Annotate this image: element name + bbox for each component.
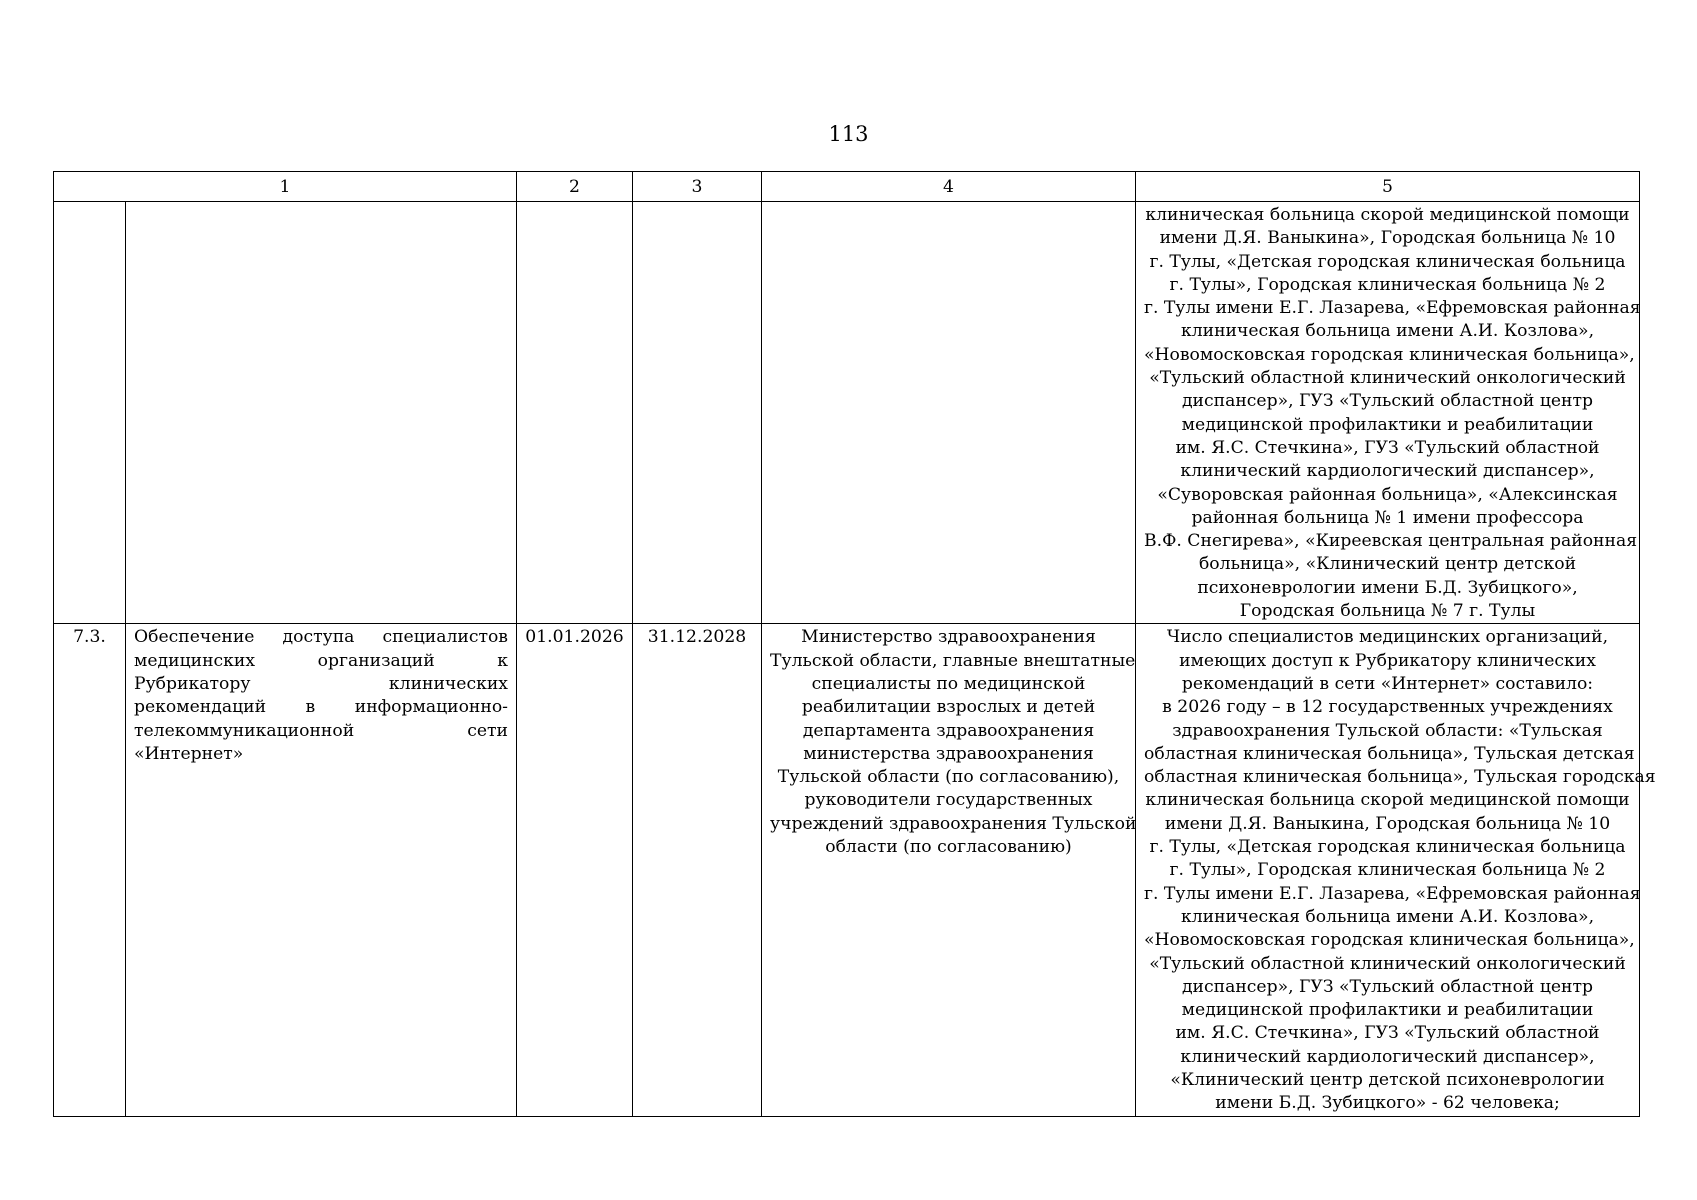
- result-line: Число специалистов медицинских организаций,: [1166, 627, 1609, 648]
- cell-responsible: [762, 624, 1136, 1116]
- result-line: клинический кардиологический диспансер»,: [1180, 461, 1595, 482]
- page-number: 113: [828, 122, 869, 146]
- result-line: «Новомосковская городская клиническая больница»,: [1144, 344, 1635, 365]
- responsible-line: Тульской области (по согласованию),: [777, 767, 1120, 788]
- column-header-2: 2: [517, 172, 633, 202]
- result-line: г. Тулы имени Е.Г. Лазарева, «Ефремовская районная: [1144, 883, 1641, 904]
- responsible-line: области (по согласованию): [825, 837, 1072, 858]
- column-header-1: 1: [54, 172, 517, 202]
- result-line: г. Тулы», Городская клиническая больница № 2: [1169, 274, 1606, 295]
- result-line: «Суворовская районная больница», «Алексинская: [1157, 484, 1618, 505]
- result-line: клиническая больница скорой медицинской помощи: [1145, 205, 1630, 225]
- column-header-5: 5: [1136, 172, 1640, 202]
- result-line: диспансер», ГУЗ «Тульский областной центр: [1181, 391, 1594, 412]
- cell-start-empty: [517, 202, 633, 624]
- cell-name: Обеспечение доступа специалистов медицинских организаций к Рубрикатору клинических рекомендаций в информационно-телекоммуникационной сети «Интернет»: [126, 624, 517, 1116]
- result-line: «Тульский областной клинический онкологический: [1149, 953, 1626, 974]
- result-line: г. Тулы имени Е.Г. Лазарева, «Ефремовская районная: [1144, 298, 1641, 319]
- result-line: рекомендаций в сети «Интернет» составило:: [1181, 673, 1594, 694]
- result-line: клинический кардиологический диспансер»,: [1180, 1046, 1595, 1067]
- responsible-line: Тульской области, главные внештатные: [770, 650, 1136, 671]
- result-line: больница», «Клинический центр детской: [1198, 554, 1577, 575]
- result-line: «Новомосковская городская клиническая больница»,: [1144, 930, 1635, 951]
- result-line: диспансер», ГУЗ «Тульский областной центр: [1181, 976, 1594, 997]
- responsible-line: реабилитации взрослых и детей: [801, 697, 1096, 718]
- result-line: клиническая больница имени А.И. Козлова»,: [1180, 906, 1595, 927]
- result-line: имени Д.Я. Ваныкина», Городская больница № 10: [1159, 228, 1616, 249]
- responsible-line: специалисты по медицинской: [811, 673, 1086, 694]
- column-header-4: 4: [762, 172, 1136, 202]
- responsible-line: руководители государственных: [804, 790, 1093, 811]
- responsible-line: Министерство здравоохранения: [801, 627, 1096, 648]
- result-line: психоневрологии имени Б.Д. Зубицкого»,: [1197, 577, 1578, 598]
- cell-result-continuation: [1136, 202, 1640, 624]
- result-line: медицинской профилактики и реабилитации: [1181, 1000, 1594, 1021]
- table-row-7-3: [54, 624, 1640, 1116]
- responsible-line: учреждений здравоохранения Тульской: [770, 813, 1137, 834]
- result-line: клиническая больница скорой медицинской помощи: [1145, 790, 1630, 811]
- table-row-continuation: [54, 202, 1640, 624]
- result-line: здравоохранения Тульской области: «Тульская: [1172, 720, 1603, 741]
- result-line: имени Д.Я. Ваныкина, Городская больница № 10: [1164, 813, 1611, 834]
- result-line: районная больница № 1 имени профессора: [1191, 507, 1584, 528]
- responsible-line: департамента здравоохранения: [802, 720, 1095, 741]
- result-line: областная клиническая больница», Тульская детская: [1144, 743, 1635, 764]
- result-line: В.Ф. Снегирева», «Киреевская центральная районная: [1144, 531, 1638, 552]
- column-header-3: 3: [633, 172, 762, 202]
- result-line: имени Б.Д. Зубицкого» - 62 человека;: [1215, 1093, 1560, 1114]
- result-line: г. Тулы, «Детская городская клиническая больница: [1149, 837, 1626, 858]
- result-line: им. Я.С. Стечкина», ГУЗ «Тульский областной: [1175, 437, 1600, 458]
- cell-end-date: 31.12.2028: [633, 624, 762, 1116]
- result-line: г. Тулы», Городская клиническая больница № 2: [1169, 860, 1606, 881]
- result-line: медицинской профилактики и реабилитации: [1181, 414, 1594, 435]
- result-line: «Тульский областной клинический онкологический: [1149, 368, 1626, 389]
- cell-end-empty: [633, 202, 762, 624]
- table-header-row: [54, 172, 1640, 202]
- result-line: «Клинический центр детской психоневрологии: [1170, 1069, 1605, 1090]
- result-line: Городская больница № 7 г. Тулы: [1239, 601, 1536, 622]
- cell-number: 7.3.: [54, 624, 126, 1116]
- cell-start-date: 01.01.2026: [517, 624, 633, 1116]
- cell-result: [1136, 624, 1656, 1116]
- result-line: им. Я.С. Стечкина», ГУЗ «Тульский областной: [1175, 1023, 1600, 1044]
- plan-table: [53, 171, 1656, 1117]
- responsible-line: министерства здравоохранения: [803, 743, 1094, 764]
- cell-responsible-empty: [762, 202, 1136, 624]
- result-line: г. Тулы, «Детская городская клиническая больница: [1149, 251, 1626, 272]
- cell-number-empty: [54, 202, 126, 624]
- cell-name-empty: [126, 202, 517, 624]
- result-line: областная клиническая больница», Тульская городская: [1144, 767, 1656, 788]
- result-line: в 2026 году – в 12 государственных учреждениях: [1162, 697, 1613, 718]
- result-line: клиническая больница имени А.И. Козлова»,: [1180, 321, 1595, 342]
- result-line: имеющих доступ к Рубрикатору клинических: [1179, 650, 1596, 671]
